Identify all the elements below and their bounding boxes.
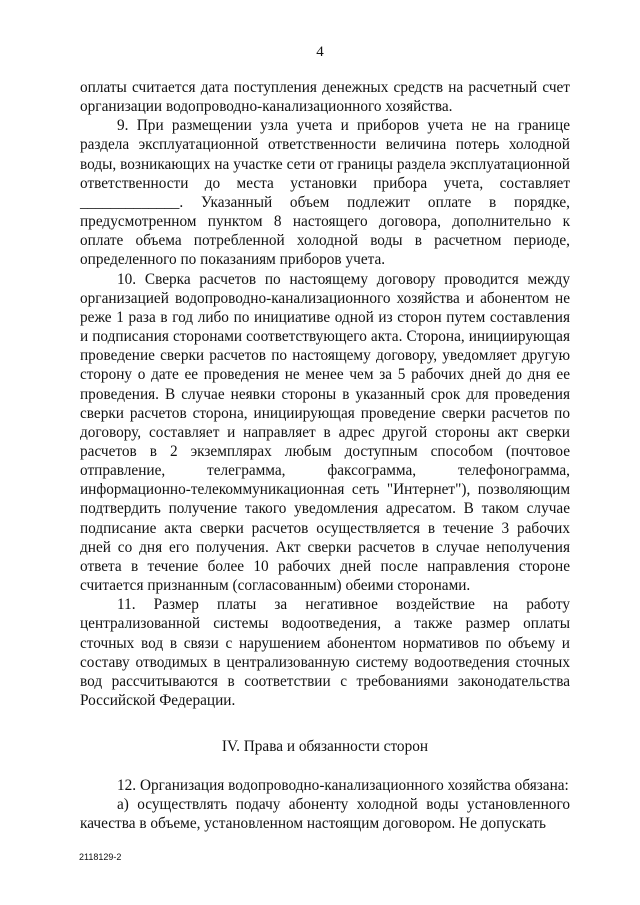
- paragraph-12: 12. Организация водопроводно-канализационного хозяйства обязана:: [117, 777, 569, 794]
- page-number: 4: [316, 44, 324, 60]
- paragraph-10: 10. Сверка расчетов по настоящему договору проводится между организацией водопроводно-канализационного хозяйства и абонентом не реже 1 раза в год либо по инициативе одной из сторон путем составления и подписания сторонами соответствующего акта. Сторона, инициирующая проведение сверки расчетов по настоящему договору, уведомляет другую сторону о дате ее проведения не менее чем за 5 рабочих дней до дня ее проведения. В случае неявки стороны в указанный срок для проведения сверки расчетов сторона, инициирующая проведение сверки расчетов по договору, составляет и направляет в адрес другой стороны акт сверки расчетов в 2 экземплярах любым доступным способом (почтовое отправление, телеграмма, факсограмма, телефонограмма, информационно-телекоммуникационная сеть "Интернет"), позволяющим подтвердить получение такого уведомления адресатом. В таком случае подписание акта сверки расчетов осуществляется в течение 3 рабочих дней со дня его получения. Акт сверки расчетов в случае неполучения ответа в течение более 10 рабочих дней после направления стороне считается признанным (согласованным) обеими сторонами.: [80, 270, 570, 595]
- paragraph-9: 9. При размещении узла учета и приборов учета не на границе раздела эксплуатационной ответственности величина потерь холодной воды, возникающих на участке сети от границы раздела эксплуатационной ответственности до места установки прибора учета, составляет _____________. Указанный объем подлежит оплате в порядке, предусмотренном пунктом 8 настоящего договора, дополнительно к оплате объема потребленной холодной воды в расчетном периоде, определенного по показаниям приборов учета.: [80, 117, 570, 269]
- document-code: 2118129-2: [79, 852, 122, 862]
- paragraph-continuation: оплаты считается дата поступления денежных средств на расчетный счет организации водопроводно-канализационного хозяйства.: [80, 79, 570, 116]
- paragraph-11: 11. Размер платы за негативное воздействие на работу централизованной системы водоотведения, а также размер оплаты сточных вод в связи с нарушением абонентом нормативов по объему и составу отводимых в централизованную систему водоотведения сточных вод рассчитываются в соответствии с требованиями законодательства Российской Федерации.: [80, 596, 570, 709]
- section-body: [80, 776, 570, 833]
- section-heading: IV. Права и обязанности сторон: [221, 738, 429, 755]
- paragraph-12a: а) осуществлять подачу абоненту холодной воды установленного качества в объеме, установленном настоящим договором. Не допускать: [80, 796, 570, 833]
- document-body: [80, 78, 570, 710]
